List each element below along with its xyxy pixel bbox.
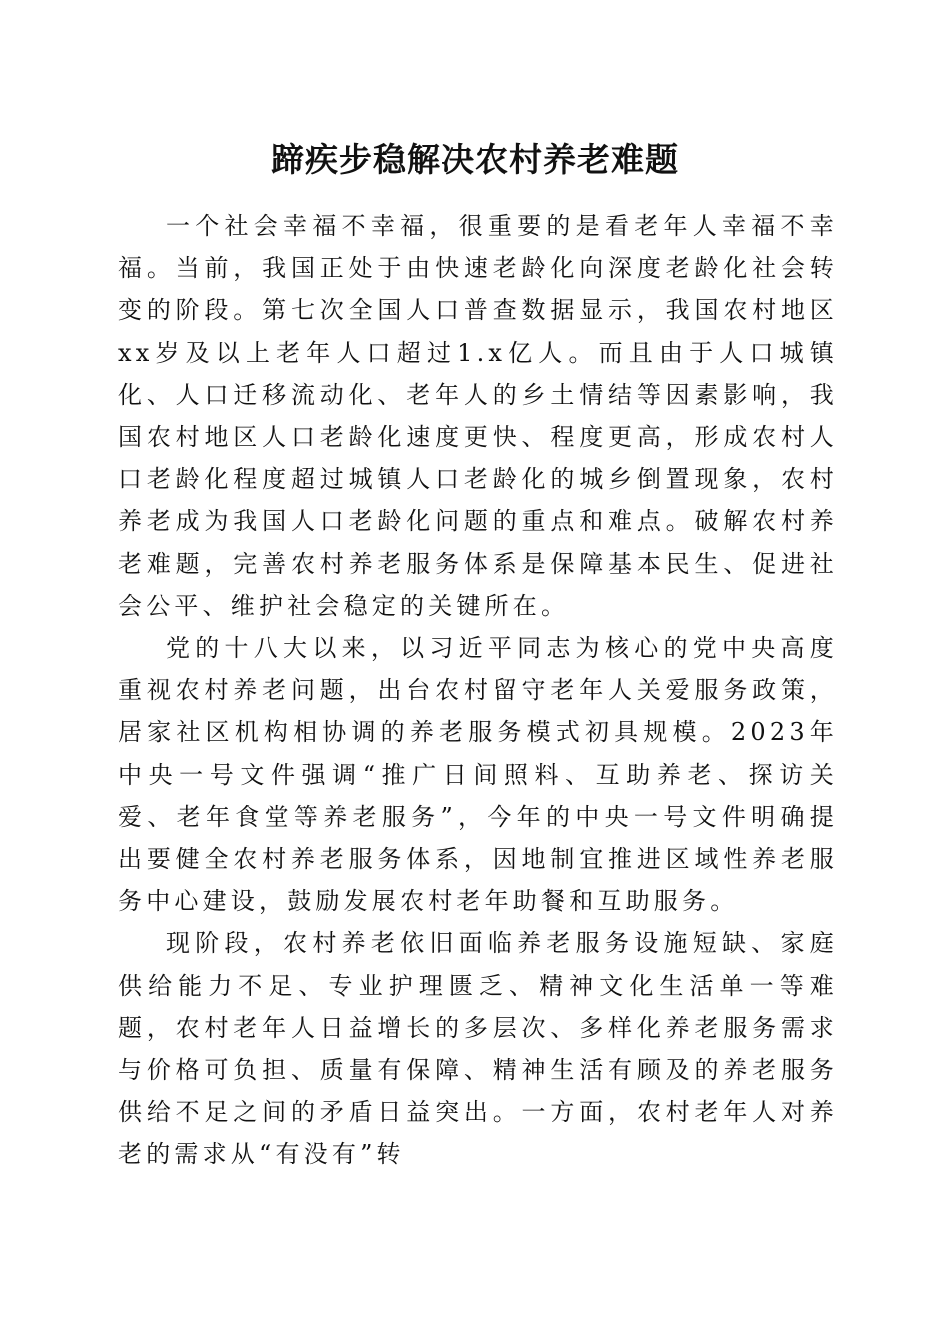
paragraph-3: 现阶段，农村养老依旧面临养老服务设施短缺、家庭供给能力不足、专业护理匮乏、精神文化生活单一等难题，农村老年人日益增长的多层次、多样化养老服务需求与价格可负担、质量有保障、精神生活有顾及的养老服务供给不足之间的矛盾日益突出。一方面，农村老年人对养老的需求从“有没有”转 xyxy=(118,929,838,1169)
paragraph-2: 党的十八大以来，以习近平同志为核心的党中央高度重视农村养老问题，出台农村留守老年人关爱服务政策，居家社区机构相协调的养老服务模式初具规模。2023年中央一号文件强调“推广日间照料、互助养老、探访关爱、老年食堂等养老服务”，今年的中央一号文件明确提出要健全农村养老服务体系，因地制宜推进区域性养老服务中心建设，鼓励发展农村老年助餐和互助服务。 xyxy=(118,634,838,916)
document-body xyxy=(118,205,838,1176)
document-title: 蹄疾步稳解决农村养老难题 xyxy=(271,140,679,179)
paragraph-1: 一个社会幸福不幸福，很重要的是看老年人幸福不幸福。当前，我国正处于由快速老龄化向深度老龄化社会转变的阶段。第七次全国人口普查数据显示，我国农村地区xx岁及以上老年人口超过1.x亿人。而且由于人口城镇化、人口迁移流动化、老年人的乡土情结等因素影响，我国农村地区人口老龄化速度更快、程度更高，形成农村人口老龄化程度超过城镇人口老龄化的城乡倒置现象，农村养老成为我国人口老龄化问题的重点和难点。破解农村养老难题，完善农村养老服务体系是保障基本民生、促进社会公平、维护社会稳定的关键所在。 xyxy=(118,212,838,620)
